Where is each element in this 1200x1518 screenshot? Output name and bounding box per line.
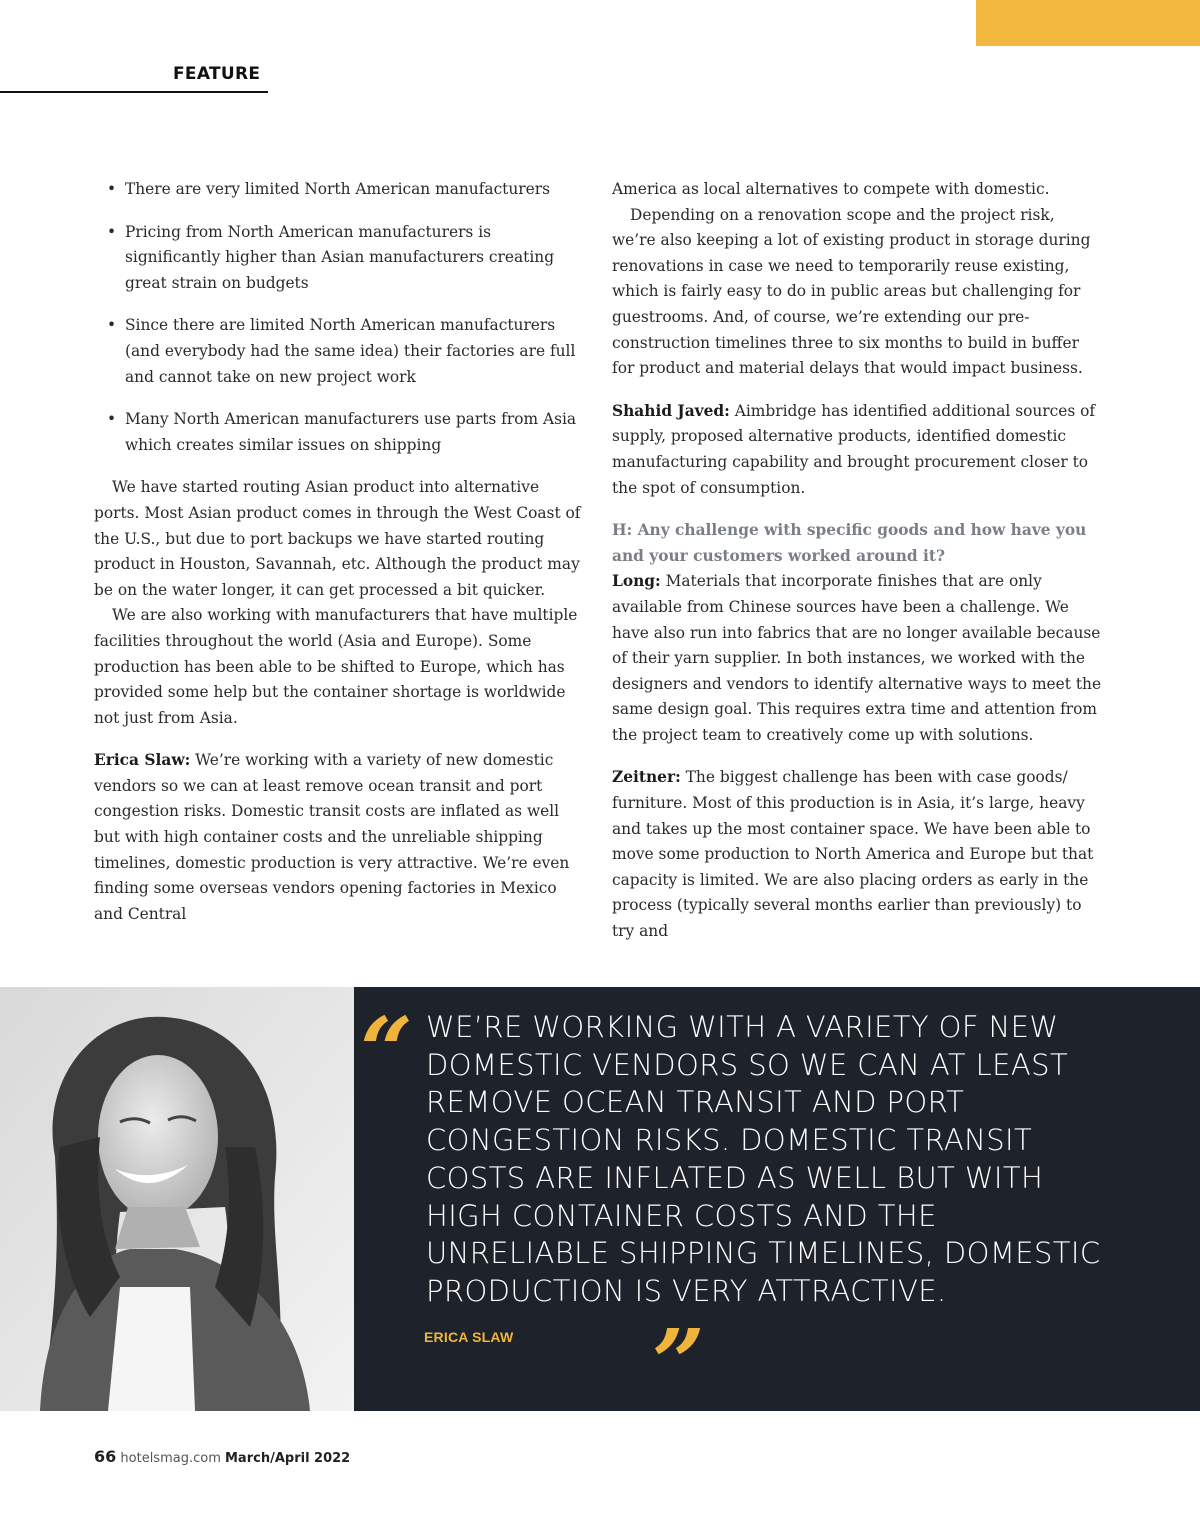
pull-quote-text: WE’RE WORKING WITH A VARIETY OF NEW DOMESTIC VENDORS SO WE CAN AT LEAST REMOVE OCEAN TRANSIT AND PORT CONGESTION RISKS. DOMESTIC TRANSIT COSTS ARE INFLATED AS WELL BUT WITH HIGH CONTAINER COSTS AND THE UNRELIABLE SHIPPING TIMELINES, DOMESTIC PRODUCTION IS VERY ATTRACTIVE. xyxy=(426,1010,1101,1308)
answer-paragraph xyxy=(612,765,1102,944)
speaker-name: Shahid Javed: xyxy=(612,401,730,420)
bullet-item: • Pricing from North American manufacturers is significantly higher than Asian manufacturers creating great strain on budgets xyxy=(94,220,584,297)
right-column xyxy=(612,177,1102,945)
bullet-list xyxy=(94,177,584,458)
page-footer xyxy=(94,1447,350,1466)
site-name: hotelsmag.com xyxy=(120,1451,221,1466)
answer-paragraph xyxy=(612,569,1102,748)
bullet-item: • Since there are limited North American manufacturers (and everybody had the same idea) their factories are full and cannot take on new project work xyxy=(94,313,584,390)
pull-quote-band xyxy=(0,987,1200,1417)
portrait-photo xyxy=(0,987,354,1411)
speaker-name: Zeitner: xyxy=(612,768,681,787)
portrait-illustration xyxy=(0,987,354,1411)
paragraph: Depending on a renovation scope and the project risk, we’re also keeping a lot of existing product in storage during renovations in case we need to temporarily reuse existing, which is fairly easy to do in public areas but challenging for guestrooms. And, of course, we’re extending our pre-construction timelines three to six months to build in buffer for product and material delays that would impact business. xyxy=(612,205,1091,378)
answer-text: Materials that incorporate finishes that are only available from Chinese sources have been a challenge. We have also run into fabrics that are no longer available because of their yarn supplier. In both instances, we worked with the designers and vendors to identify alternative ways to meet the same design goal. This requires extra time and attention from the project team to creatively come up with solutions. xyxy=(612,572,1102,744)
section-rule xyxy=(0,91,268,93)
issue-date: March/April 2022 xyxy=(225,1451,351,1466)
answer-text: We’re working with a variety of new domestic vendors so we can at least remove ocean transit and port congestion risks. Domestic transit costs are inflated as well but with high container costs and the unreliable shipping timelines, domestic production is very attractive. We’re even finding some overseas vendors opening factories in Mexico and Central xyxy=(94,751,570,923)
quote-panel xyxy=(354,987,1200,1417)
bullet-item: • Many North American manufacturers use parts from Asia which creates similar issues on shipping xyxy=(94,407,584,458)
corner-accent-tab xyxy=(976,0,1200,46)
page-number: 66 xyxy=(94,1447,117,1466)
speaker-name: Erica Slaw: xyxy=(94,751,191,770)
answer-paragraph xyxy=(94,748,584,927)
answer-text: Aimbridge has identified additional sources of supply, proposed alternative products, identified domestic manufacturing capability and brought procurement closer to the spot of consumption. xyxy=(612,401,1096,497)
paragraph: America as local alternatives to compete with domestic. xyxy=(612,180,1050,198)
section-label: FEATURE xyxy=(173,64,261,84)
close-quote-mark: ” xyxy=(652,1309,705,1417)
paragraph: We are also working with manufacturers that have multiple facilities throughout the world (Asia and Europe). Some production has been able to be shifted to Europe, which has provided some help but the container shortage is worldwide not just from Asia. xyxy=(94,606,578,727)
answer-paragraph xyxy=(612,399,1102,501)
bullet-item: • There are very limited North American manufacturers xyxy=(94,177,584,203)
open-quote-mark: “ xyxy=(360,997,413,1105)
answer-text: The biggest challenge has been with case goods/ furniture. Most of this production is in Asia, it’s large, heavy and takes up the most container space. We have been able to move some production to North America and Europe but that capacity is limited. We are also placing orders as early in the process (typically several months earlier than previously) to try and xyxy=(612,768,1094,941)
interview-question: H: Any challenge with specific goods and how have you and your customers worked around it? xyxy=(612,521,1087,565)
paragraph: We have started routing Asian product into alternative ports. Most Asian product comes in through the West Coast of the U.S., but due to port backups we have started routing product in Houston, Savannah, etc. Although the product may be on the water longer, it can get processed a bit quicker. xyxy=(94,478,581,599)
quote-attribution: ERICA SLAW xyxy=(424,1329,514,1345)
left-column xyxy=(94,177,584,927)
speaker-name: Long: xyxy=(612,572,661,591)
